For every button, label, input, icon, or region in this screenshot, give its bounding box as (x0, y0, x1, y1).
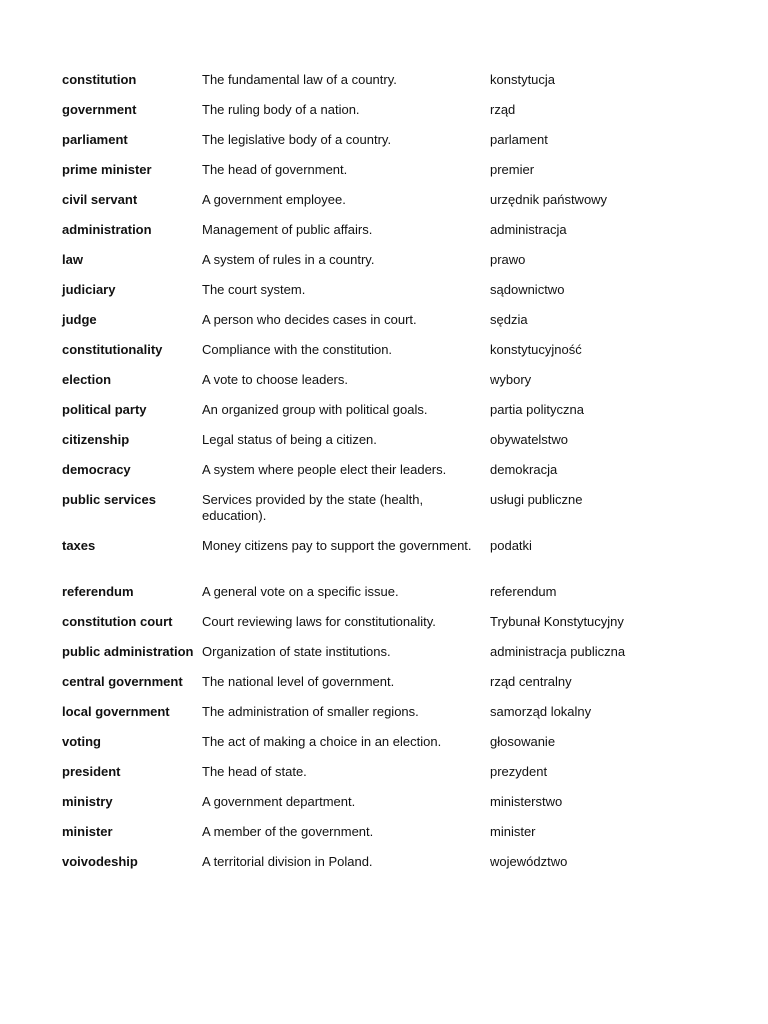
glossary-row (62, 462, 722, 478)
glossary-translation: referendum (490, 584, 557, 599)
glossary-row (62, 614, 722, 630)
glossary-translation: partia polityczna (490, 402, 584, 417)
glossary-translation: obywatelstwo (490, 432, 569, 447)
glossary-term: constitutionality (62, 342, 163, 357)
glossary-translation: konstytucyjność (490, 342, 582, 357)
glossary-translation: minister (490, 824, 536, 839)
glossary-term: voting (62, 734, 101, 749)
glossary-definition: The fundamental law of a country. (202, 72, 397, 87)
glossary-definition: A government employee. (202, 192, 346, 207)
glossary-row (62, 402, 722, 418)
glossary-translation: usługi publiczne (490, 492, 583, 507)
glossary-definition: The act of making a choice in an election. (202, 734, 442, 749)
glossary-translation: demokracja (490, 462, 558, 477)
glossary-row (62, 252, 722, 268)
glossary-definition: A vote to choose leaders. (202, 372, 348, 387)
glossary-translation: sędzia (490, 312, 528, 327)
glossary-term: ministry (62, 794, 113, 809)
glossary-term: constitution court (62, 614, 173, 629)
glossary-definition: The head of state. (202, 764, 307, 779)
glossary-translation: województwo (490, 854, 568, 869)
glossary-row (62, 162, 722, 178)
glossary-term: civil servant (62, 192, 138, 207)
glossary-term: constitution (62, 72, 137, 87)
glossary-translation: administracja (490, 222, 567, 237)
glossary-term: judge (62, 312, 97, 327)
glossary-row (62, 342, 722, 358)
glossary-row (62, 764, 722, 780)
glossary-row (62, 674, 722, 690)
glossary-term: taxes (62, 538, 96, 553)
glossary-term: administration (62, 222, 152, 237)
glossary-definition: Management of public affairs. (202, 222, 373, 237)
glossary-translation: wybory (490, 372, 532, 387)
glossary-translation: prezydent (490, 764, 548, 779)
glossary-row (62, 854, 722, 870)
glossary-row (62, 704, 722, 720)
glossary-translation: administracja publiczna (490, 644, 626, 659)
glossary-definition: Services provided by the state (health, education). (202, 492, 424, 523)
glossary-row (62, 132, 722, 148)
glossary-row (62, 538, 722, 554)
glossary-translation: premier (490, 162, 535, 177)
glossary-definition: A system where people elect their leaders. (202, 462, 447, 477)
glossary-row (62, 584, 722, 600)
glossary-translation: sądownictwo (490, 282, 565, 297)
glossary-term: minister (62, 824, 113, 839)
glossary-definition: A system of rules in a country. (202, 252, 375, 267)
glossary-translation: rząd centralny (490, 674, 572, 689)
glossary-translation: konstytucja (490, 72, 556, 87)
glossary-term: political party (62, 402, 147, 417)
glossary-translation: ministerstwo (490, 794, 563, 809)
glossary-translation: prawo (490, 252, 526, 267)
glossary-term: citizenship (62, 432, 130, 447)
glossary-row (62, 492, 722, 524)
glossary-row (62, 794, 722, 810)
glossary-term: referendum (62, 584, 134, 599)
glossary-definition: Court reviewing laws for constitutionality. (202, 614, 436, 629)
glossary-term: election (62, 372, 112, 387)
glossary-definition: The head of government. (202, 162, 348, 177)
glossary-translation: rząd (490, 102, 516, 117)
glossary-term: prime minister (62, 162, 152, 177)
glossary-translation: podatki (490, 538, 532, 553)
glossary-definition: A government department. (202, 794, 356, 809)
glossary-translation: parlament (490, 132, 548, 147)
glossary-term: central government (62, 674, 183, 689)
glossary-translation: urzędnik państwowy (490, 192, 608, 207)
glossary-definition: Money citizens pay to support the government. (202, 538, 472, 553)
glossary-definition: The ruling body of a nation. (202, 102, 360, 117)
glossary-term: government (62, 102, 137, 117)
glossary-row (62, 102, 722, 118)
glossary-term: public administration (62, 644, 194, 659)
glossary-row (62, 312, 722, 328)
glossary-row (62, 644, 722, 660)
glossary-definition: A general vote on a specific issue. (202, 584, 399, 599)
glossary-term: judiciary (62, 282, 116, 297)
glossary-term: voivodeship (62, 854, 138, 869)
glossary-table (62, 72, 722, 884)
glossary-row (62, 192, 722, 208)
glossary-definition: The court system. (202, 282, 306, 297)
glossary-definition: A member of the government. (202, 824, 374, 839)
glossary-definition: An organized group with political goals. (202, 402, 428, 417)
glossary-translation: głosowanie (490, 734, 556, 749)
glossary-row (62, 372, 722, 388)
glossary-row (62, 734, 722, 750)
glossary-term: local government (62, 704, 170, 719)
glossary-term: parliament (62, 132, 128, 147)
glossary-row (62, 72, 722, 88)
glossary-row (62, 432, 722, 448)
glossary-row (62, 222, 722, 238)
glossary-row (62, 282, 722, 298)
glossary-definition: A territorial division in Poland. (202, 854, 373, 869)
glossary-definition: Compliance with the constitution. (202, 342, 393, 357)
glossary-row (62, 824, 722, 840)
glossary-definition: Organization of state institutions. (202, 644, 391, 659)
glossary-definition: The national level of government. (202, 674, 395, 689)
glossary-term: public services (62, 492, 156, 507)
glossary-term: law (62, 252, 83, 267)
glossary-translation: Trybunał Konstytucyjny (490, 614, 624, 629)
glossary-definition: Legal status of being a citizen. (202, 432, 377, 447)
glossary-definition: A person who decides cases in court. (202, 312, 417, 327)
glossary-term: president (62, 764, 121, 779)
glossary-term: democracy (62, 462, 131, 477)
glossary-definition: The legislative body of a country. (202, 132, 392, 147)
glossary-translation: samorząd lokalny (490, 704, 592, 719)
glossary-definition: The administration of smaller regions. (202, 704, 419, 719)
